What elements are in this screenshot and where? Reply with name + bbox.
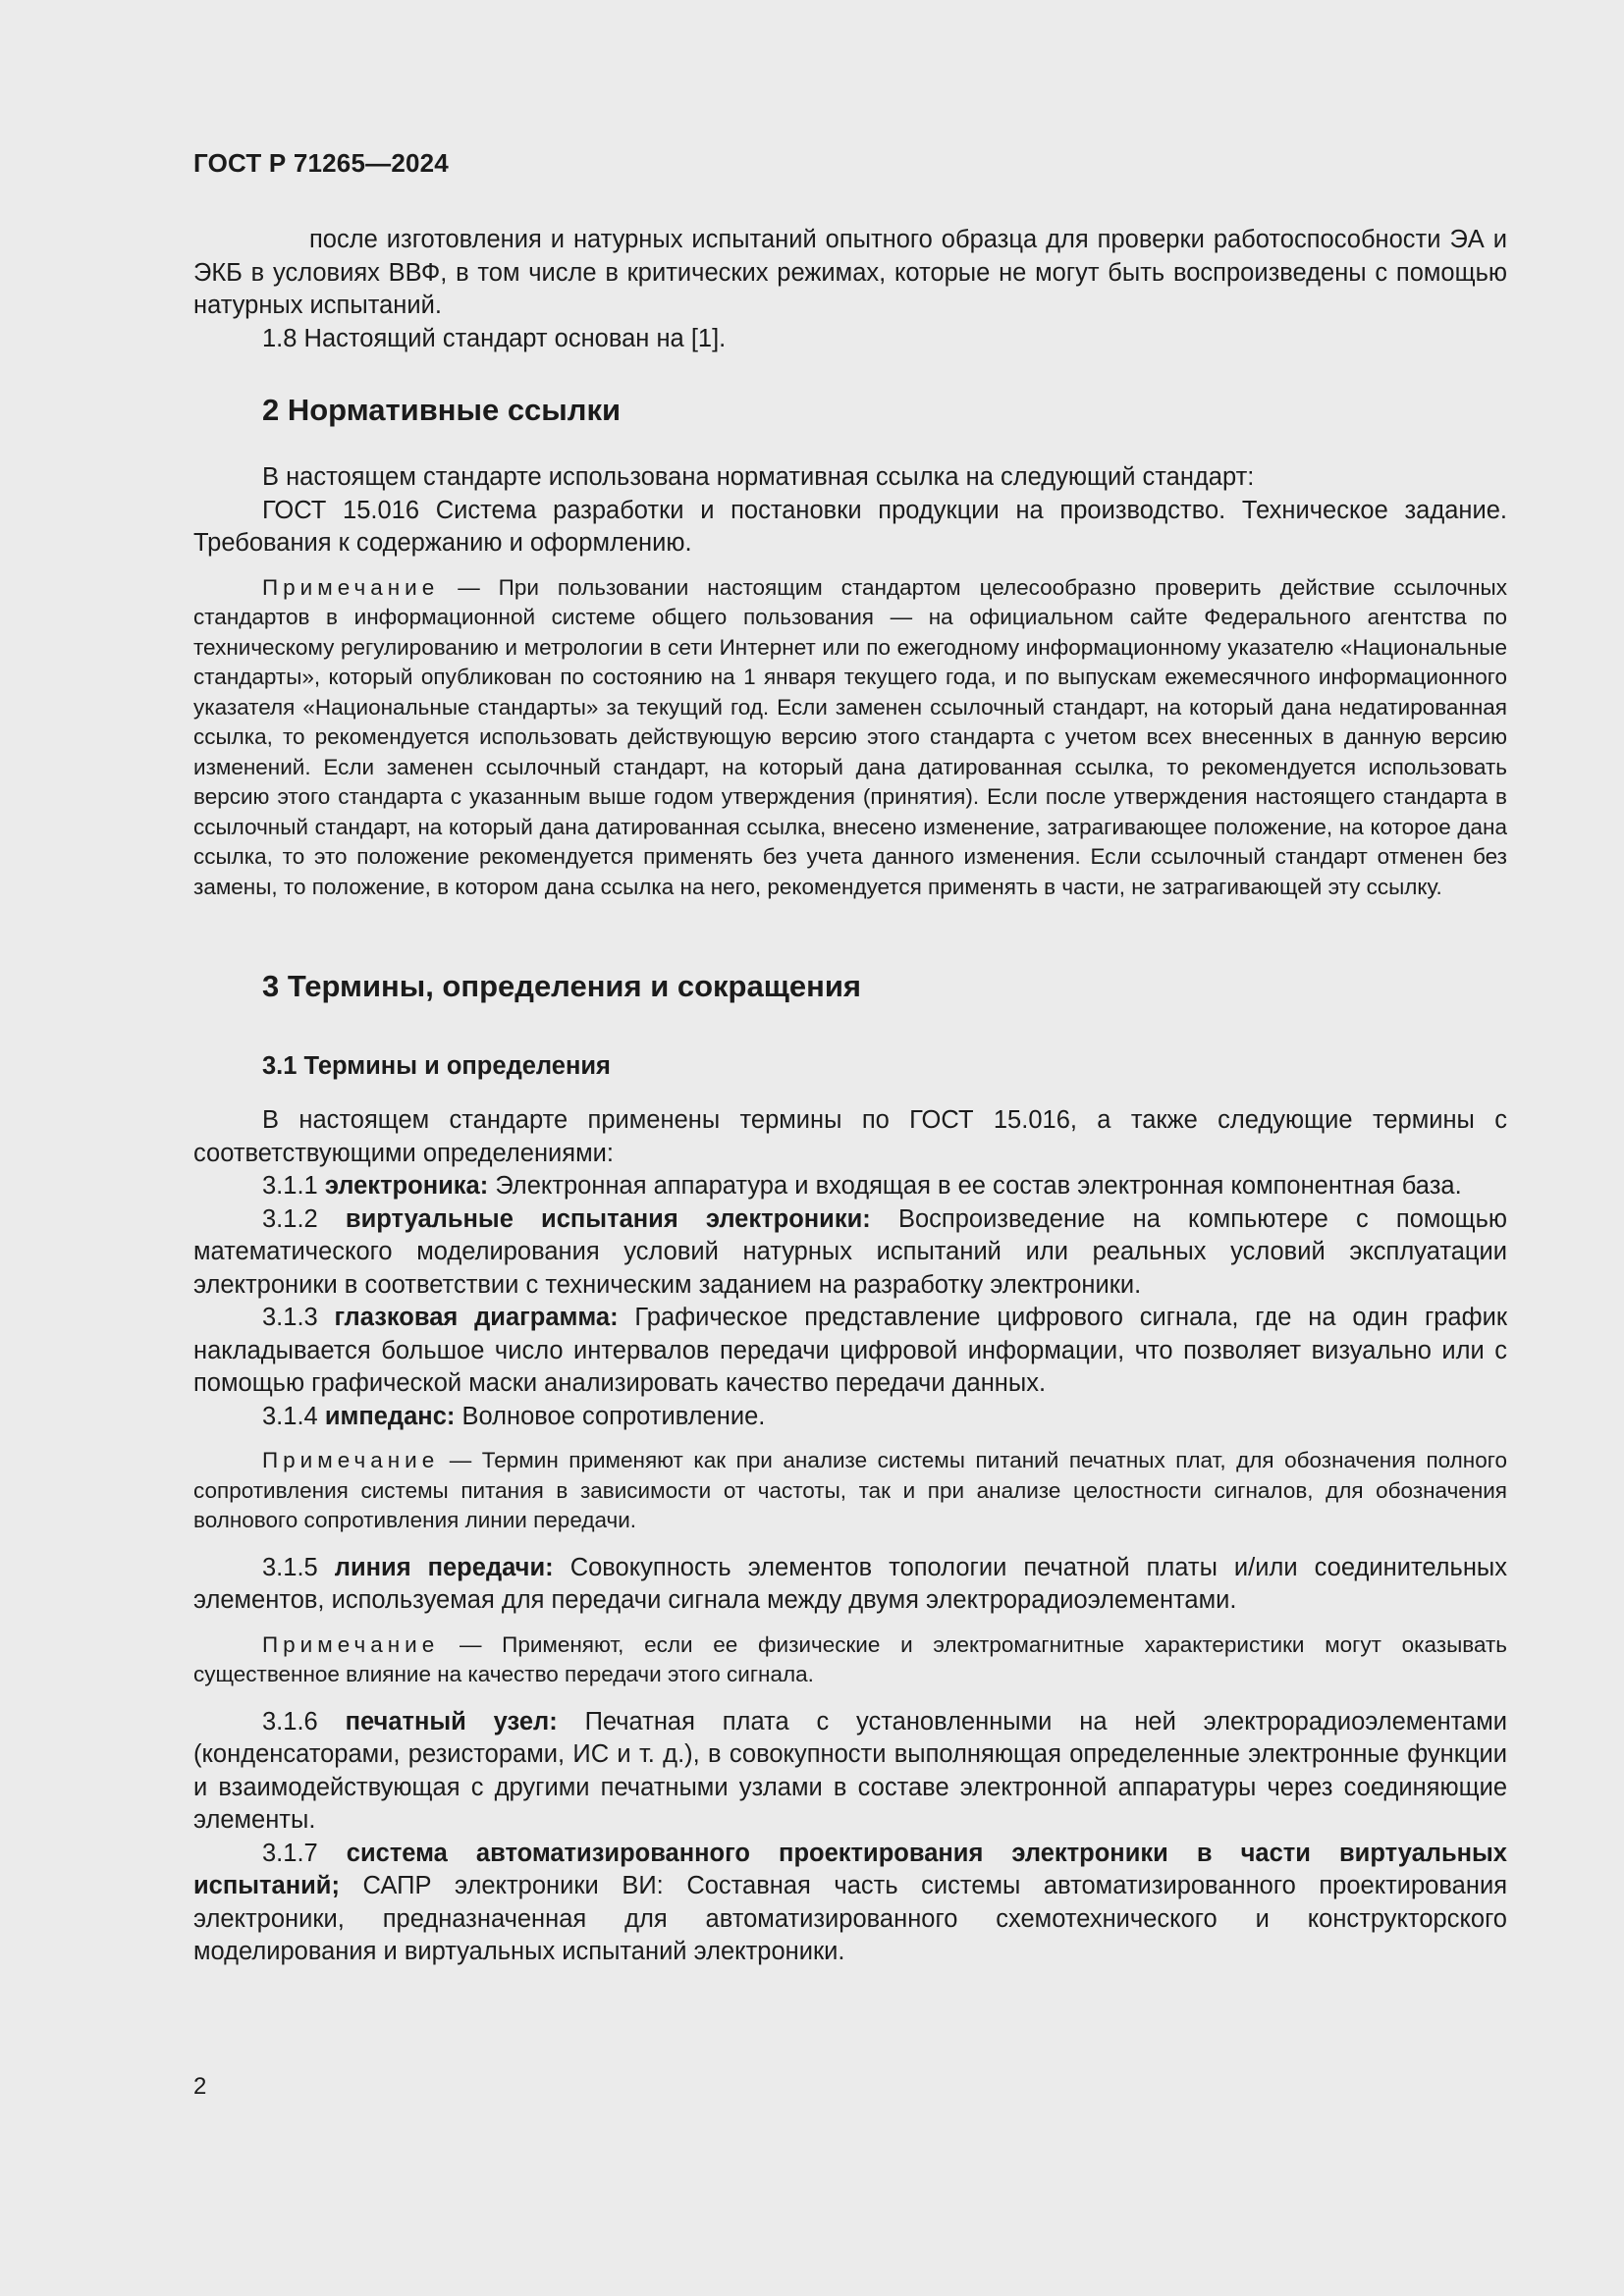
note-label: Примечание	[262, 1448, 440, 1472]
term-definition: Воспроизведение на компьютере с помощью математического моделирования условий натурных испытаний или реальных условий эксплуатации электроники в соответствии с техническим заданием на разработку электроники.	[193, 1204, 1507, 1299]
term-definition: Совокупность элементов топологии печатной платы и/или соединительных элементов, используемая для передачи сигнала между двумя электрорадиоэлементами.	[193, 1553, 1507, 1614]
term-3-1-4-note	[193, 1446, 1507, 1536]
section-2-note	[193, 573, 1507, 903]
paragraph-1-8: 1.8 Настоящий стандарт основан на [1].	[262, 324, 727, 352]
term-3-1-3: 3.1.3 глазковая диаграмма: Графическое представление цифрового сигнала, где на один график накладывается большое число интервалов передачи цифровой информации, что позволяет визуально или с помощью графической маски анализировать качество передачи данных.	[193, 1304, 1507, 1397]
term-3-1-5-note	[193, 1630, 1507, 1690]
section-3-heading: 3 Термины, определения и сокращения	[262, 969, 861, 1003]
term-name: линия передачи:	[334, 1553, 554, 1581]
term-definition: Графическое представление цифрового сигнала, где на один график накладывается большое число интервалов передачи цифровой информации, что позволяет визуально или с помощью графической маски анализировать качество передачи данных.	[193, 1304, 1507, 1397]
continued-paragraph: после изготовления и натурных испытаний опытного образца для проверки работоспособности ЭА и ЭКБ в условиях ВВФ, в том числе в критических режимах, которые не могут быть воспроизведены с помощью натурных испытаний.	[193, 226, 1507, 319]
term-name: импеданс:	[324, 1402, 456, 1430]
note-text: При пользовании настоящим стандартом целесообразно проверить действие ссылочных стандартов в информационной системе общего пользования — на официальном сайте Федерального агентства по техническому регулированию и метрологии в сети Интернет или по ежегодному информационному указателю «Национальные стандарты», который опубликован по состоянию на 1 января текущего года, и по выпускам ежемесячного информационного указателя «Национальные стандарты» за текущий год. Если заменен ссылочный стандарт, на который дана недатированная ссылка, то рекомендуется использовать действующую версию этого стандарта с учетом всех внесенных в данную версию изменений. Если заменен ссылочный стандарт, на который дана датированная ссылка, то рекомендуется использовать версию этого стандарта с указанным выше годом утверждения (принятия). Если после утверждения настоящего стандарта в ссылочный стандарт, на который дана датированная ссылка, внесено изменение, затрагивающее положение, на которое дана ссылка, то это положение рекомендуется применять без учета данного изменения. Если ссылочный стандарт отменен без замены, то положение, в котором дана ссылка на него, рекомендуется применять в части, не затрагивающей эту ссылку.	[193, 574, 1507, 899]
section-2-intro: В настоящем стандарте использована нормативная ссылка на следующий стандарт:	[262, 463, 1255, 491]
term-definition: Волновое сопротивление.	[461, 1402, 766, 1430]
term-3-1-6: 3.1.6 печатный узел: Печатная плата с установленными на ней электрорадиоэлементами (конденсаторами, резисторами, ИС и т. д.), в совокупности выполняющая определенные электронные функции и взаимодействующая с другими печатными узлами в составе электронной аппаратуры через соединяющие элементы.	[193, 1707, 1508, 1834]
term-3-1-5: 3.1.5 линия передачи: Совокупность элементов топологии печатной платы и/или соединительных элементов, используемая для передачи сигнала между двумя электрорадиоэлементами.	[193, 1553, 1507, 1614]
section-3-intro: В настоящем стандарте применены термины по ГОСТ 15.016, а также следующие термины с соответствующими определениями:	[193, 1106, 1507, 1167]
term-name: печатный узел:	[345, 1707, 558, 1735]
note-dash: —	[449, 1448, 472, 1472]
note-label: Примечание	[262, 574, 440, 600]
term-definition: Печатная плата с установленными на ней электрорадиоэлементами (конденсаторами, резисторами, ИС и т. д.), в совокупности выполняющая определенные электронные функции и взаимодействующая с другими печатными узлами в составе электронной аппаратуры через соединяющие элементы.	[193, 1707, 1508, 1834]
term-name: электроника:	[324, 1172, 489, 1200]
note-dash: —	[459, 1631, 482, 1657]
term-3-1-4: 3.1.4 импеданс: Волновое сопротивление.	[262, 1402, 766, 1430]
document-header: ГОСТ Р 71265—2024	[193, 148, 449, 178]
term-3-1-7: 3.1.7 система автоматизированного проектирования электроники в части виртуальных испытаний; САПР электроники ВИ: Составная часть системы автоматизированного проектирования электроники, предназначенная для автоматизированного схемотехнического и конструкторского моделирования и виртуальных испытаний электроники.	[193, 1839, 1507, 1965]
term-definition: Электронная аппаратура и входящая в ее состав электронная компонентная база.	[495, 1172, 1462, 1200]
section-2-reference: ГОСТ 15.016 Система разработки и постановки продукции на производство. Техническое задание. Требования к содержанию и оформлению.	[193, 496, 1507, 557]
page-number: 2	[193, 2073, 207, 2100]
note-text: Применяют, если ее физические и электромагнитные характеристики могут оказывать существенное влияние на качество передачи этого сигнала.	[193, 1631, 1507, 1686]
note-dash: —	[458, 574, 480, 600]
term-name: виртуальные испытания электроники:	[345, 1204, 871, 1233]
term-name: система автоматизированного проектирования электроники в части виртуальных испытаний;	[193, 1839, 1507, 1899]
note-text: Термин применяют как при анализе системы питаний печатных плат, для обозначения полного сопротивления системы питания в зависимости от частоты, так и при анализе целостности сигналов, для обозначения волнового сопротивления линии передачи.	[193, 1448, 1507, 1532]
term-3-1-2: 3.1.2 виртуальные испытания электроники: Воспроизведение на компьютере с помощью математического моделирования условий натурных испытаний или реальных условий эксплуатации электроники в соответствии с техническим заданием на разработку электроники.	[193, 1204, 1507, 1299]
term-definition: САПР электроники ВИ: Составная часть системы автоматизированного проектирования электроники, предназначенная для автоматизированного схемотехнического и конструкторского моделирования и виртуальных испытаний электроники.	[193, 1872, 1507, 1965]
term-3-1-1: 3.1.1 электроника: Электронная аппаратура и входящая в ее состав электронная компонентная база.	[262, 1172, 1462, 1200]
term-name: глазковая диаграмма:	[334, 1304, 619, 1331]
section-2-heading: 2 Нормативные ссылки	[262, 393, 622, 427]
page-content	[193, 224, 1507, 1969]
subsection-3-1-heading: 3.1 Термины и определения	[262, 1052, 611, 1080]
note-label: Примечание	[262, 1631, 440, 1657]
